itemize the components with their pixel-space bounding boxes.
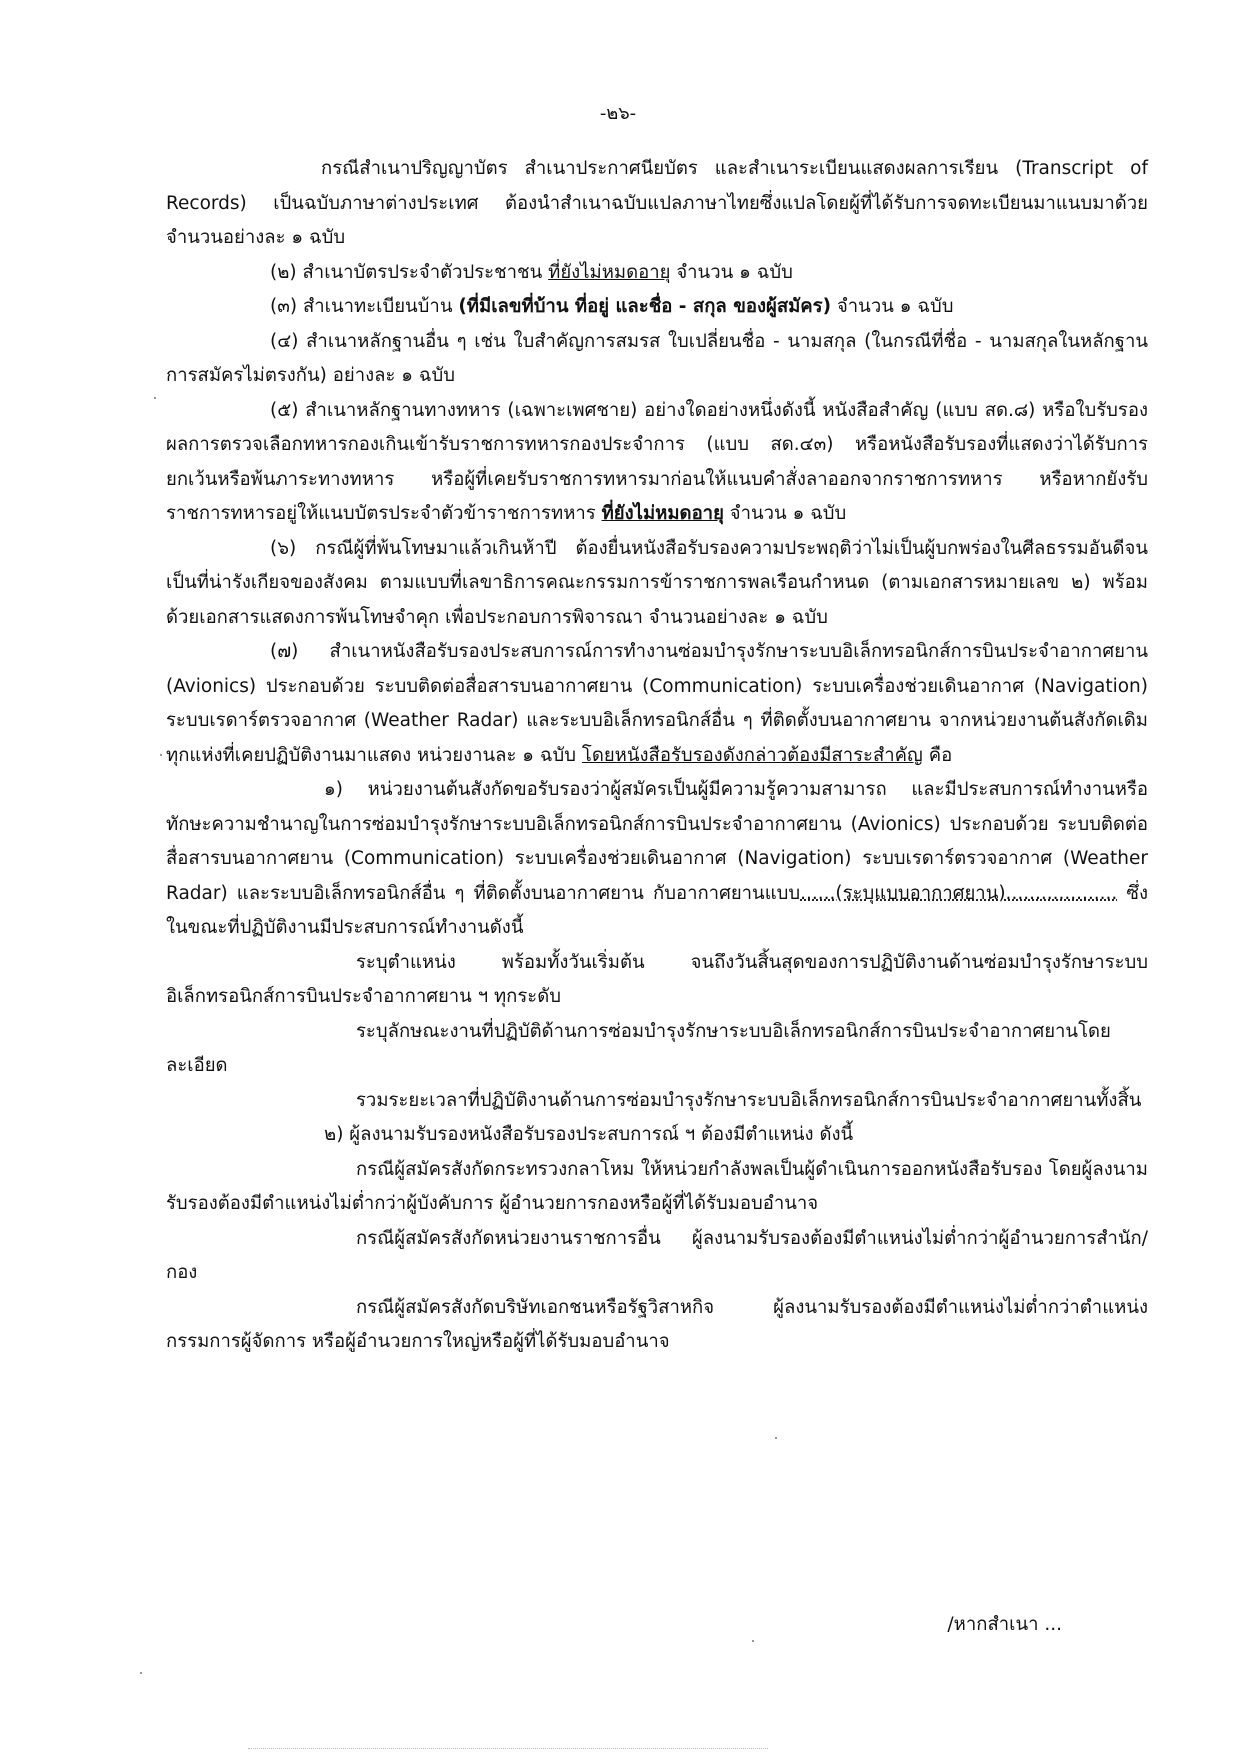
scan-edge-line — [248, 1748, 768, 1749]
item-3-count: จำนวน ๑ ฉบับ — [831, 296, 954, 317]
item-5-text: (๕) สำเนาหลักฐานทางทหาร (เฉพาะเพศชาย) อย่างใดอย่างหนึ่งดังนี้ หนังสือสำคัญ (แบบ สด.๘) หรือใบรับรองผลการตรวจเลือกทหารกองเกินเข้ารับราชการทหารกองประจำการ (แบบ สด.๔๓) หรือหนังสือรับรองที่แสดงว่าได้รับการยกเว้นหรือพ้นภาระทางทหาร หรือผู้ที่เคยรับราชการทหารมาก่อนให้แนบคำสั่งลาออกจากราชการทหาร หรือหากยังรับราชการทหารอยู่ให้แนบบัตรประจำตัวข้าราชการทหาร — [166, 399, 1148, 524]
continued-next-page: /หากสำเนา ... — [947, 1614, 1062, 1635]
item-3-text: (๓) สำเนาทะเบียนบ้าน — [270, 296, 459, 317]
item-2-not-expired: ที่ยังไม่หมดอายุ — [548, 261, 671, 283]
spec-work-details: ระบุลักษณะงานที่ปฏิบัติด้านการซ่อมบำรุงรักษาระบบอิเล็กทรอนิกส์การบินประจำอากาศยานโดยละเอียด — [166, 1020, 1111, 1076]
spec-total-duration: รวมระยะเวลาที่ปฏิบัติงานด้านการซ่อมบำรุงรักษาระบบอิเล็กทรอนิกส์การบินประจำอากาศยานทั้งสิ้น — [356, 1089, 1142, 1111]
item-7-essentials: โดยหนังสือรับรองดังกล่าวต้องมีสาระสำคัญ — [581, 744, 923, 766]
scan-speck — [752, 1640, 754, 1642]
paragraph-transcript-translation: กรณีสำเนาปริญญาบัตร สำเนาประกาศนียบัตร และสำเนาระเบียนแสดงผลการเรียน (Transcript of Records) เป็นฉบับภาษาต่างประเทศ ต้องนำสำเนาฉบับแปลภาษาไทยซึ่งแปลโดยผู้ที่ได้รับการจดทะเบียนมาแนบมาด้วย จำนวนอย่างละ ๑ ฉบับ — [166, 158, 1148, 248]
item-2-id-card — [166, 256, 1148, 291]
case-other-government: กรณีผู้สมัครสังกัดหน่วยงานราชการอื่น ผู้ลงนามรับรองต้องมีตำแหน่งไม่ต่ำกว่าผู้อำนวยการสำนัก/กอง — [166, 1227, 1148, 1283]
sub-item-1-text: ๑) หน่วยงานต้นสังกัดขอรับรองว่าผู้สมัครเป็นผู้มีความรู้ความสามารถ และมีประสบการณ์ทำงานหรือทักษะความชำนาญในการซ่อมบำรุงรักษาระบบอิเล็กทรอนิกส์การบินประจำอากาศยาน (Avionics) ประกอบด้วย ระบบติดต่อสื่อสารบนอากาศยาน (Communication) ระบบเครื่องช่วยเดินอากาศ (Navigation) ระบบเรดาร์ตรวจอากาศ (Weather Radar) และระบบอิเล็กทรอนิกส์อื่น ๆ ที่ติดตั้งบนอากาศยาน กับอากาศยานแบบ — [166, 779, 1148, 904]
item-5-not-expired: ที่ยังไม่หมดอายุ — [601, 503, 724, 524]
item-2-text: (๒) สำเนาบัตรประจำตัวประชาชน — [270, 261, 549, 283]
sub-item-1-tail: ซึ่งในขณะที่ปฏิบัติงานมีประสบการณ์ทำงานดังนี้ — [166, 882, 1148, 938]
scan-speck — [775, 1437, 777, 1439]
sub-item-2-signatory: ๒) ผู้ลงนามรับรองหนังสือรับรองประสบการณ์ ฯ ต้องมีตำแหน่ง ดังนี้ — [324, 1124, 854, 1145]
item-7-text: (๗) สำเนาหนังสือรับรองประสบการณ์การทำงานซ่อมบำรุงรักษาระบบอิเล็กทรอนิกส์การบินประจำอากาศยาน (Avionics) ประกอบด้วย ระบบติดต่อสื่อสารบนอากาศยาน (Communication) ระบบเครื่องช่วยเดินอากาศ (Navigation) ระบบเรดาร์ตรวจอากาศ (Weather Radar) และระบบอิเล็กทรอนิกส์อื่น ๆ ที่ติดตั้งบนอากาศยาน จากหน่วยงานต้นสังกัดเดิมทุกแห่งที่เคยปฏิบัติงานมาแสดง หน่วยงานละ ๑ ฉบับ — [166, 641, 1148, 766]
scan-speck — [140, 1672, 142, 1674]
item-7-experience-certificate — [166, 635, 1148, 773]
sub-item-1-certification — [166, 773, 1148, 946]
item-2-count: จำนวน ๑ ฉบับ — [670, 261, 793, 283]
document-body — [166, 152, 1148, 1360]
item-3-house-registration — [166, 290, 1148, 325]
case-ministry-of-defence: กรณีผู้สมัครสังกัดกระทรวงกลาโหม ให้หน่วยกำลังพลเป็นผู้ดำเนินการออกหนังสือรับรอง โดยผู้ลงนามรับรองต้องมีตำแหน่งไม่ต่ำกว่าผู้บังคับการ ผู้อำนวยการกองหรือผู้ที่ได้รับมอบอำนาจ — [166, 1158, 1148, 1214]
item-7-tail: คือ — [922, 744, 953, 766]
item-5-count: จำนวน ๑ ฉบับ — [723, 503, 847, 524]
scan-speck — [154, 397, 156, 399]
item-4-other-documents: (๔) สำเนาหลักฐานอื่น ๆ เช่น ใบสำคัญการสมรส ใบเปลี่ยนชื่อ - นามสกุล (ในกรณีที่ชื่อ - นามสกุลในหลักฐานการสมัครไม่ตรงกัน) อย่างละ ๑ ฉบับ — [166, 330, 1148, 386]
item-6-conduct-certificate: (๖) กรณีผู้ที่พ้นโทษมาแล้วเกินห้าปี ต้องยื่นหนังสือรับรองความประพฤติว่าไม่เป็นผู้บกพร่องในศีลธรรมอันดีจนเป็นที่น่ารังเกียจของสังคม ตามแบบที่เลขาธิการคณะกรรมการข้าราชการพลเรือนกำหนด (ตามเอกสารหมายเลข ๒) พร้อมด้วยเอกสารแสดงการพ้นโทษจำคุก เพื่อประกอบการพิจารณา จำนวนอย่างละ ๑ ฉบับ — [166, 537, 1148, 628]
page-number: -๒๖- — [599, 103, 637, 124]
spec-position-dates: ระบุตำแหน่ง พร้อมทั้งวันเริ่มต้น จนถึงวันสิ้นสุดของการปฏิบัติงานด้านซ่อมบำรุงรักษาระบบอิเล็กทรอนิกส์การบินประจำอากาศยาน ฯ ทุกระดับ — [166, 951, 1148, 1007]
case-private-company: กรณีผู้สมัครสังกัดบริษัทเอกชนหรือรัฐวิสาหกิจ ผู้ลงนามรับรองต้องมีตำแหน่งไม่ต่ำกว่าตำแหน่งกรรมการผู้จัดการ หรือผู้อำนวยการใหญ่หรือผู้ที่ได้รับมอบอำนาจ — [166, 1296, 1148, 1352]
item-5-military-documents — [166, 394, 1148, 532]
aircraft-type-blank: ......(ระบุแบบอากาศยาน)................... — [800, 882, 1118, 904]
scan-speck — [160, 754, 162, 756]
item-3-detail: (ที่มีเลขที่บ้าน ที่อยู่ และชื่อ - สกุล ของผู้สมัคร) — [458, 296, 832, 317]
